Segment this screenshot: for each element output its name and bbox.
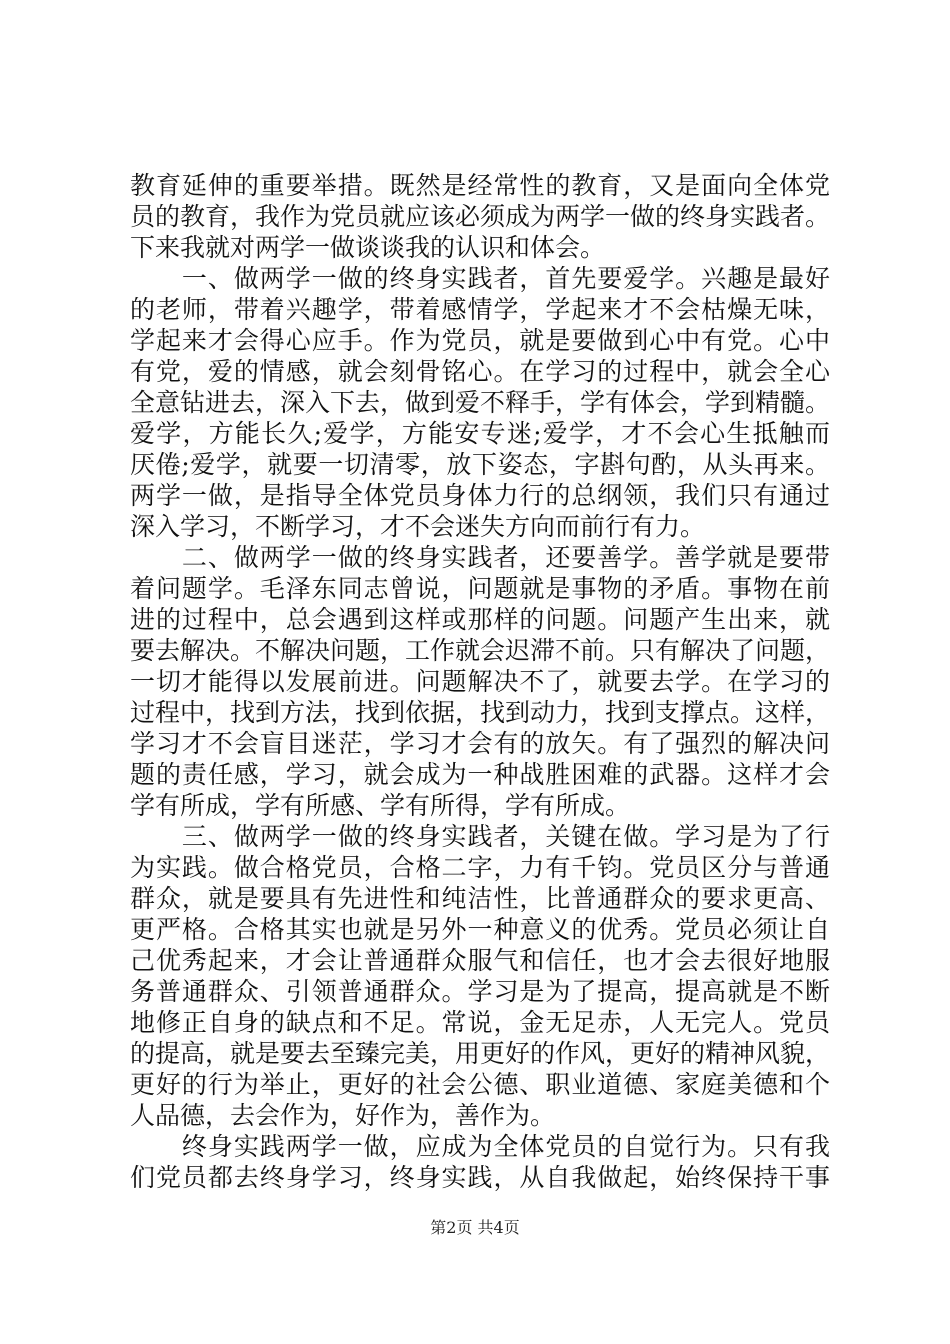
text-line: 的老师，带着兴趣学，带着感情学，学起来才不会枯燥无味， (130, 295, 830, 324)
text-line: 进的过程中，总会遇到这样或那样的问题。问题产生出来，就 (130, 605, 830, 634)
text-line: 终身实践两学一做，应成为全体党员的自觉行为。只有我 (130, 1132, 830, 1161)
text-line: 人品德，去会作为，好作为，善作为。 (130, 1101, 556, 1130)
text-line: 为实践。做合格党员，合格二字，力有千钧。党员区分与普通 (130, 853, 830, 882)
body-text (130, 170, 830, 1193)
text-line: 务普通群众、引领普通群众。学习是为了提高，提高就是不断 (130, 977, 830, 1006)
text-line: 三、做两学一做的终身实践者，关键在做。学习是为了行 (130, 822, 830, 851)
text-line: 题的责任感，学习，就会成为一种战胜困难的武器。这样才会 (130, 760, 830, 789)
text-line: 教育延伸的重要举措。既然是经常性的教育，又是面向全体党 (130, 171, 830, 200)
text-line: 一切才能得以发展前进。问题解决不了，就要去学。在学习的 (130, 667, 830, 696)
text-line: 己优秀起来，才会让普通群众服气和信任，也才会去很好地服 (130, 946, 830, 975)
text-line: 二、做两学一做的终身实践者，还要善学。善学就是要带 (130, 543, 830, 572)
text-line: 一、做两学一做的终身实践者，首先要爱学。兴趣是最好 (130, 264, 830, 293)
text-line: 爱学，方能长久;爱学，方能安专迷;爱学，才不会心生抵触而 (130, 419, 830, 448)
text-line: 全意钻进去，深入下去，做到爱不释手，学有体会，学到精髓。 (130, 388, 831, 417)
text-line: 更好的行为举止，更好的社会公德、职业道德、家庭美德和个 (130, 1070, 830, 1099)
text-line: 过程中，找到方法，找到依据，找到动力，找到支撑点。这样， (130, 698, 831, 727)
text-line: 深入学习，不断学习，才不会迷失方向而前行有力。 (130, 512, 706, 541)
text-line: 着问题学。毛泽东同志曾说，问题就是事物的矛盾。事物在前 (130, 574, 830, 603)
text-line: 的提高，就是要去至臻完美，用更好的作风，更好的精神风貌， (130, 1039, 831, 1068)
text-line: 员的教育，我作为党员就应该必须成为两学一做的终身实践者。 (130, 202, 831, 231)
text-line: 两学一做，是指导全体党员身体力行的总纲领，我们只有通过 (130, 481, 830, 510)
text-line: 学起来才会得心应手。作为党员，就是要做到心中有党。心中 (130, 326, 830, 355)
text-line: 学有所成，学有所感、学有所得，学有所成。 (130, 791, 631, 820)
page-footer: 第2页 共4页 (430, 1218, 520, 1237)
text-line: 有党，爱的情感，就会刻骨铭心。在学习的过程中，就会全心 (130, 357, 830, 386)
text-line: 学习才不会盲目迷茫，学习才会有的放矢。有了强烈的解决问 (130, 729, 830, 758)
text-line: 地修正自身的缺点和不足。常说，金无足赤，人无完人。党员 (130, 1008, 830, 1037)
text-line: 要去解决。不解决问题，工作就会迟滞不前。只有解决了问题， (130, 636, 831, 665)
text-line: 更严格。合格其实也就是另外一种意义的优秀。党员必须让自 (130, 915, 830, 944)
text-line: 们党员都去终身学习，终身实践，从自我做起，始终保持干事 (130, 1163, 830, 1192)
text-line: 厌倦;爱学，就要一切清零，放下姿态，字斟句酌，从头再来。 (130, 450, 830, 479)
text-line: 下来我就对两学一做谈谈我的认识和体会。 (130, 233, 606, 262)
text-line: 群众，就是要具有先进性和纯洁性，比普通群众的要求更高、 (130, 884, 830, 913)
